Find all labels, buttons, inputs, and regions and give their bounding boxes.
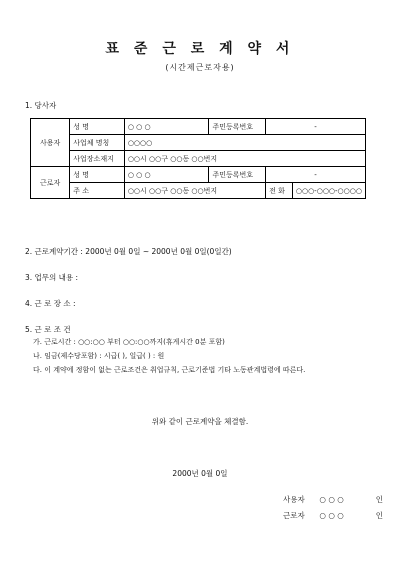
parties-table	[30, 118, 366, 199]
employer-company-value: ○○○○	[124, 135, 365, 151]
table-row	[31, 183, 366, 199]
table-row	[31, 151, 366, 167]
employer-signature-line	[283, 494, 383, 505]
section-job-description: 3. 업무의 내용 :	[25, 273, 79, 282]
employee-name-label: 성 명	[70, 167, 125, 183]
employee-name-value: ○ ○ ○	[124, 167, 209, 183]
seal-mark: 인	[375, 495, 384, 504]
employee-rrn-value: -	[266, 167, 366, 183]
table-row	[31, 167, 366, 183]
contract-date: 2000년 0월 0일	[172, 469, 228, 478]
condition-wage: 나. 임금(제수당포함) : 시급( ), 일급( ) : 원	[33, 352, 165, 360]
section-parties-heading: 1. 당사자	[25, 101, 57, 110]
employer-address-value: ○○시 ○○구 ○○동 ○○번지	[124, 151, 365, 167]
section-work-conditions-heading: 5. 근 로 조 건	[25, 325, 71, 334]
agreement-statement: 위와 같이 근로계약을 체결함.	[151, 417, 249, 426]
employee-rrn-label: 주민등록번호	[209, 167, 266, 183]
condition-work-hours: 가. 근로시간 : ○○:○○ 부터 ○○:○○까지(휴게시간 0분 포함)	[33, 338, 225, 346]
document-subtitle: (시간제근로자용)	[165, 63, 235, 72]
employee-address-value: ○○시 ○○구 ○○동 ○○번지	[124, 183, 265, 199]
signature-name: ○ ○ ○	[319, 511, 344, 520]
employee-address-label: 주 소	[70, 183, 125, 199]
section-work-place: 4. 근 로 장 소 :	[25, 299, 76, 308]
employee-signature-line	[283, 510, 383, 521]
employer-name-label: 성 명	[70, 119, 125, 135]
employer-address-label: 사업장소재지	[70, 151, 125, 167]
document-title: 표 준 근 로 계 약 서	[105, 41, 295, 57]
employer-role-cell: 사용자	[31, 119, 70, 167]
signature-role: 사용자	[283, 495, 305, 504]
employee-phone-label: 전 화	[266, 183, 293, 199]
condition-other-terms: 다. 이 계약에 정함이 없는 근로조건은 취업규칙, 근로기준법 기타 노동관계법령에 따른다.	[33, 366, 306, 374]
employer-rrn-label: 주민등록번호	[209, 119, 266, 135]
section-contract-period: 2. 근로계약기간 : 2000년 0월 0일 ~ 2000년 0월 0일(0일간)	[25, 247, 232, 256]
employer-company-label: 사업체 명칭	[70, 135, 125, 151]
employee-phone-value: ○○○-○○○-○○○○	[292, 183, 365, 199]
table-row	[31, 135, 366, 151]
employer-rrn-value: -	[266, 119, 366, 135]
employee-role-cell: 근로자	[31, 167, 70, 199]
signature-name: ○ ○ ○	[319, 495, 344, 504]
employer-name-value: ○ ○ ○	[124, 119, 209, 135]
table-row	[31, 119, 366, 135]
signature-role: 근로자	[283, 511, 305, 520]
seal-mark: 인	[375, 511, 384, 520]
